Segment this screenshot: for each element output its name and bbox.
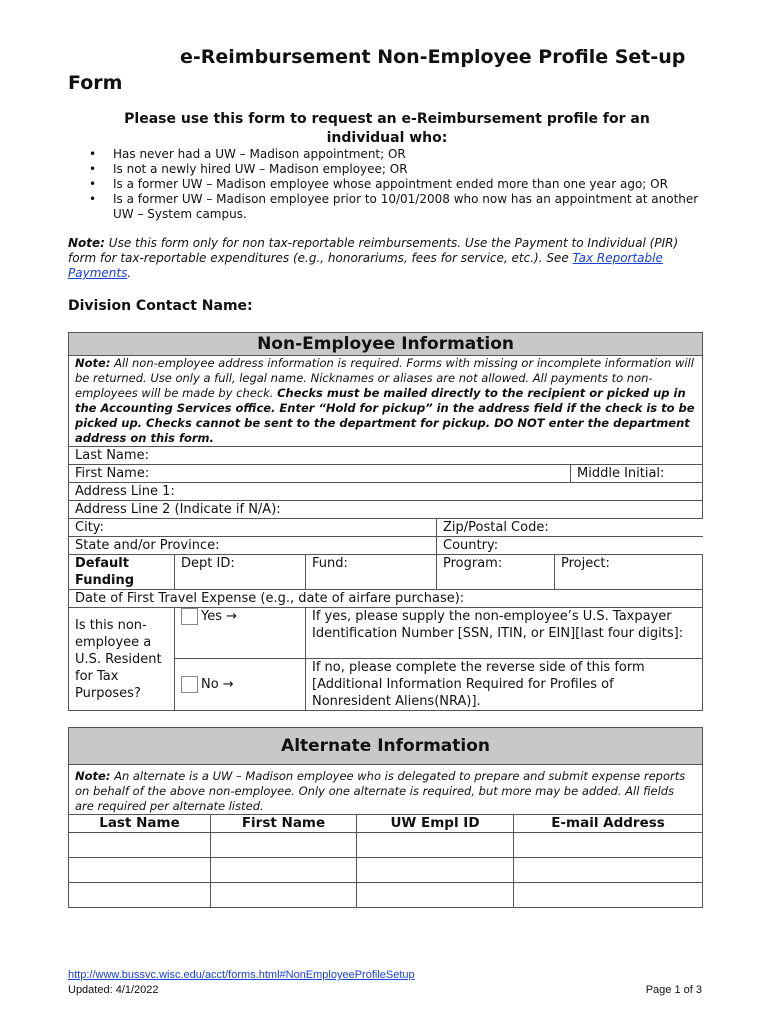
fund-field[interactable]: Fund:: [306, 555, 437, 590]
column-header-last-name: Last Name: [69, 815, 211, 833]
first-name-cell[interactable]: [211, 833, 357, 858]
uw-empl-id-cell[interactable]: [357, 858, 514, 883]
page-number: Page 1 of 3: [645, 984, 702, 996]
note-text: An alternate is a UW – Madison employee who is delegated to prepare and submit expense reports on behalf of the above non-employee. Only one alternate is required, but more may be added. All fields are required per alternate listed.: [75, 769, 686, 813]
first-name-cell[interactable]: [211, 858, 357, 883]
state-field[interactable]: State and/or Province:: [69, 537, 437, 555]
program-field[interactable]: Program:: [437, 555, 555, 590]
note-label: Note:: [75, 356, 111, 370]
note-end: .: [127, 266, 132, 280]
criteria-item: • Is a former UW – Madison employee whose appointment ended more than one year ago; OR: [92, 177, 712, 192]
note-label: Note:: [75, 769, 111, 783]
table-row: [69, 883, 703, 908]
note-text: Use this form only for non tax-reportable reimbursements. Use the Payment to Individual (PIR) form for tax-reportable expenditures (e.g., honorariums, fees for service, etc.). See: [68, 236, 679, 265]
no-instruction: If no, please complete the reverse side of this form [Additional Information Required for Profiles of Nonresident Aliens(NRA)].: [306, 659, 703, 711]
address-line-2-field[interactable]: Address Line 2 (Indicate if N/A):: [69, 501, 703, 519]
criteria-list: [92, 147, 712, 222]
table-row: [69, 858, 703, 883]
email-cell[interactable]: [514, 883, 703, 908]
tax-reportable-link[interactable]: Tax Reportable Payments: [68, 251, 663, 280]
yes-checkbox[interactable]: [181, 608, 198, 625]
no-label: No →: [201, 677, 234, 692]
non-employee-table: [68, 332, 703, 711]
first-name-cell[interactable]: [211, 883, 357, 908]
email-cell[interactable]: [514, 858, 703, 883]
last-name-cell[interactable]: [69, 858, 211, 883]
column-header-email: E-mail Address: [514, 815, 703, 833]
email-cell[interactable]: [514, 833, 703, 858]
uw-empl-id-cell[interactable]: [357, 883, 514, 908]
division-contact-label: Division Contact Name:: [68, 298, 253, 314]
yes-option[interactable]: [175, 608, 306, 659]
middle-initial-field[interactable]: Middle Initial:: [571, 465, 703, 483]
yes-instruction: If yes, please supply the non-employee’s U.S. Taxpayer Identification Number [SSN, ITIN, or EIN][last four digits]:: [306, 608, 703, 659]
no-option[interactable]: [175, 659, 306, 711]
uw-empl-id-cell[interactable]: [357, 833, 514, 858]
default-funding-label: Default Funding: [69, 555, 175, 590]
last-name-cell[interactable]: [69, 833, 211, 858]
alternate-note: [69, 765, 703, 815]
footer-updated: Updated: 4/1/2022: [68, 984, 159, 996]
resident-question: Is this non-employee a U.S. Resident for Tax Purposes?: [69, 608, 175, 711]
usage-note: [68, 236, 688, 281]
last-name-cell[interactable]: [69, 883, 211, 908]
note-text: All non-employee address information is required. Forms with missing or incomplete information will be returned. Use only a full, legal name. Nicknames or aliases are not allowed. All payments to non-employees will be made by check.: [75, 356, 694, 400]
no-checkbox[interactable]: [181, 676, 198, 693]
alternate-header: Alternate Information: [69, 728, 703, 765]
dept-id-field[interactable]: Dept ID:: [175, 555, 306, 590]
footer-url-link[interactable]: http://www.bussvc.wisc.edu/acct/forms.html#NonEmployeeProfileSetup: [68, 969, 415, 981]
column-header-uw-empl-id: UW Empl ID: [357, 815, 514, 833]
criteria-item: • Is not a newly hired UW – Madison employee; OR: [92, 162, 712, 177]
note-bold-text: Checks must be mailed directly to the recipient or picked up in the Accounting Services office. Enter “Hold for pickup” in the address field if the check is to be picked up. Checks cannot be sent to the department for pickup. DO NOT enter the department address on this form.: [75, 386, 695, 445]
first-name-field[interactable]: First Name:: [69, 465, 571, 483]
column-header-first-name: First Name: [211, 815, 357, 833]
note-label: Note:: [68, 236, 105, 250]
address-line-1-field[interactable]: Address Line 1:: [69, 483, 703, 501]
country-field[interactable]: Country:: [437, 537, 703, 555]
city-field[interactable]: City:: [69, 519, 437, 537]
intro-text: Please use this form to request an e-Reimbursement profile for an individual who:: [124, 111, 650, 146]
last-name-field[interactable]: Last Name:: [69, 447, 703, 465]
criteria-item: • Is a former UW – Madison employee prior to 10/01/2008 who now has an appointment at another UW – System campus.: [92, 192, 712, 222]
zip-field[interactable]: Zip/Postal Code:: [437, 519, 703, 537]
non-employee-header: Non-Employee Information: [69, 333, 703, 356]
project-field[interactable]: Project:: [555, 555, 703, 590]
yes-label: Yes →: [201, 609, 238, 624]
non-employee-note: [69, 356, 703, 447]
criteria-item: • Has never had a UW – Madison appointment; OR: [92, 147, 712, 162]
first-travel-date-field[interactable]: Date of First Travel Expense (e.g., date of airfare purchase):: [69, 590, 703, 608]
table-row: [69, 833, 703, 858]
alternate-table: [68, 727, 703, 908]
page-title: e-Reimbursement Non-Employee Profile Set-up Form: [68, 46, 686, 94]
